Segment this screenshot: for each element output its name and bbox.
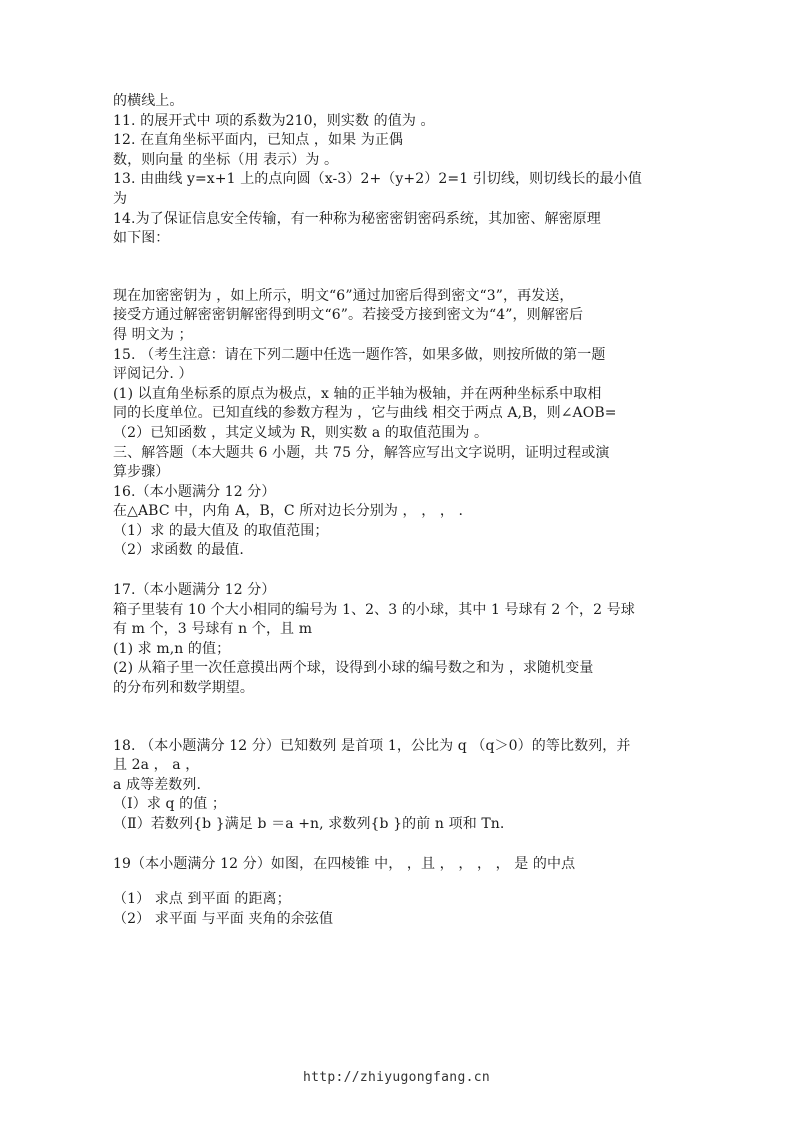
text-line: （1）求 的最大值及 的取值范围； — [113, 522, 329, 539]
text-line: 的分布列和数学期望。 — [113, 680, 254, 697]
question-13: 13. 由曲线 y=x+1 上的点向圆（x-3）2+（y+2）2=1 引切线，则切线长的最小值 — [113, 171, 642, 188]
text-line: 在△ABC 中，内角 A，B，C 所对边长分别为 ， ， ， . — [113, 503, 464, 520]
text-line: (1) 求 m,n 的值； — [113, 640, 231, 657]
text-line: （2）求函数 的最值. — [113, 542, 244, 559]
question-18: 18. （本小题满分 12 分）已知数列 是首项 1，公比为 q （q＞0）的等比数列，并 — [113, 737, 631, 754]
text-line: 现在加密密钥为 ，如上所示，明文“6”通过加密后得到密文“3”，再发送， — [113, 287, 574, 304]
text-line: 数，则向量 的坐标（用 表示）为 。 — [113, 151, 339, 168]
text-line: 接受方通过解密密钥解密得到明文“6”。若接受方接到密文为“4”，则解密后 — [113, 307, 584, 324]
spacer — [113, 699, 683, 737]
text-line: （1） 求点 到平面 的距离； — [113, 891, 291, 908]
text-line: 评阅记分. ） — [113, 366, 193, 383]
text-line: （2） 求平面 与平面 夹角的余弦值 — [113, 910, 334, 927]
text-line: 同的长度单位。已知直线的参数方程为 ，它与曲线 相交于两点 A,B，则∠AOB= — [113, 405, 617, 422]
spacer — [113, 561, 683, 581]
question-19: 19（本小题满分 12 分）如图，在四棱锥 中， ，且 ， ， ， ， 是 的中点 — [113, 855, 576, 872]
text-line: (1) 以直角坐标系的原点为极点，x 轴的正半轴为极轴，并在两种坐标系中取相 — [113, 385, 602, 402]
figure-placeholder — [113, 249, 683, 287]
spacer — [113, 874, 683, 890]
question-17: 17.（本小题满分 12 分） — [113, 582, 276, 599]
text-line: 且 2a ， a ， — [113, 757, 200, 774]
question-11: 11. 的展开式中 项的系数为210，则实数 的值为 。 — [113, 112, 435, 129]
document-body — [113, 92, 683, 929]
text-line: 为 — [113, 190, 128, 207]
text-line: 有 m 个，3 号球有 n 个，且 m — [113, 621, 313, 638]
footer-url: http://zhiyugongfang.cn — [303, 1070, 490, 1085]
text-line: 算步骤） — [113, 464, 170, 481]
question-12: 12. 在直角坐标平面内，已知点 ，如果 为正偶 — [113, 132, 404, 149]
text-line: 的横线上。 — [113, 93, 184, 109]
text-line: 箱子里装有 10 个大小相同的编号为 1、2、3 的小球，其中 1 号球有 2 个，2 号球 — [113, 601, 635, 618]
section-heading: 三、解答题（本大题共 6 小题，共 75 分，解答应写出文字说明，证明过程或演 — [113, 444, 610, 461]
question-15: 15. （考生注意：请在下列二题中任选一题作答，如果多做，则按所做的第一题 — [113, 346, 606, 363]
text-line: (2) 从箱子里一次任意摸出两个球，设得到小球的编号数之和为 ，求随机变量 — [113, 660, 594, 677]
text-line: （2）已知函数 ，其定义域为 R，则实数 a 的取值范围为 。 — [113, 424, 489, 441]
text-line: （Ⅱ）若数列{b }满足 b ＝a +n, 求数列{b }的前 n 项和 Tn. — [113, 816, 505, 832]
text-line: a 成等差数列. — [113, 776, 202, 793]
spacer — [113, 835, 683, 855]
text-line: 如下图： — [113, 230, 170, 247]
question-16: 16.（本小题满分 12 分） — [113, 483, 276, 500]
text-line: 得 明文为 ； — [113, 326, 193, 343]
question-14: 14.为了保证信息安全传输，有一种称为秘密密钥密码系统，其加密、解密原理 — [113, 210, 601, 227]
text-line: （Ⅰ）求 q 的值 ； — [113, 796, 226, 813]
